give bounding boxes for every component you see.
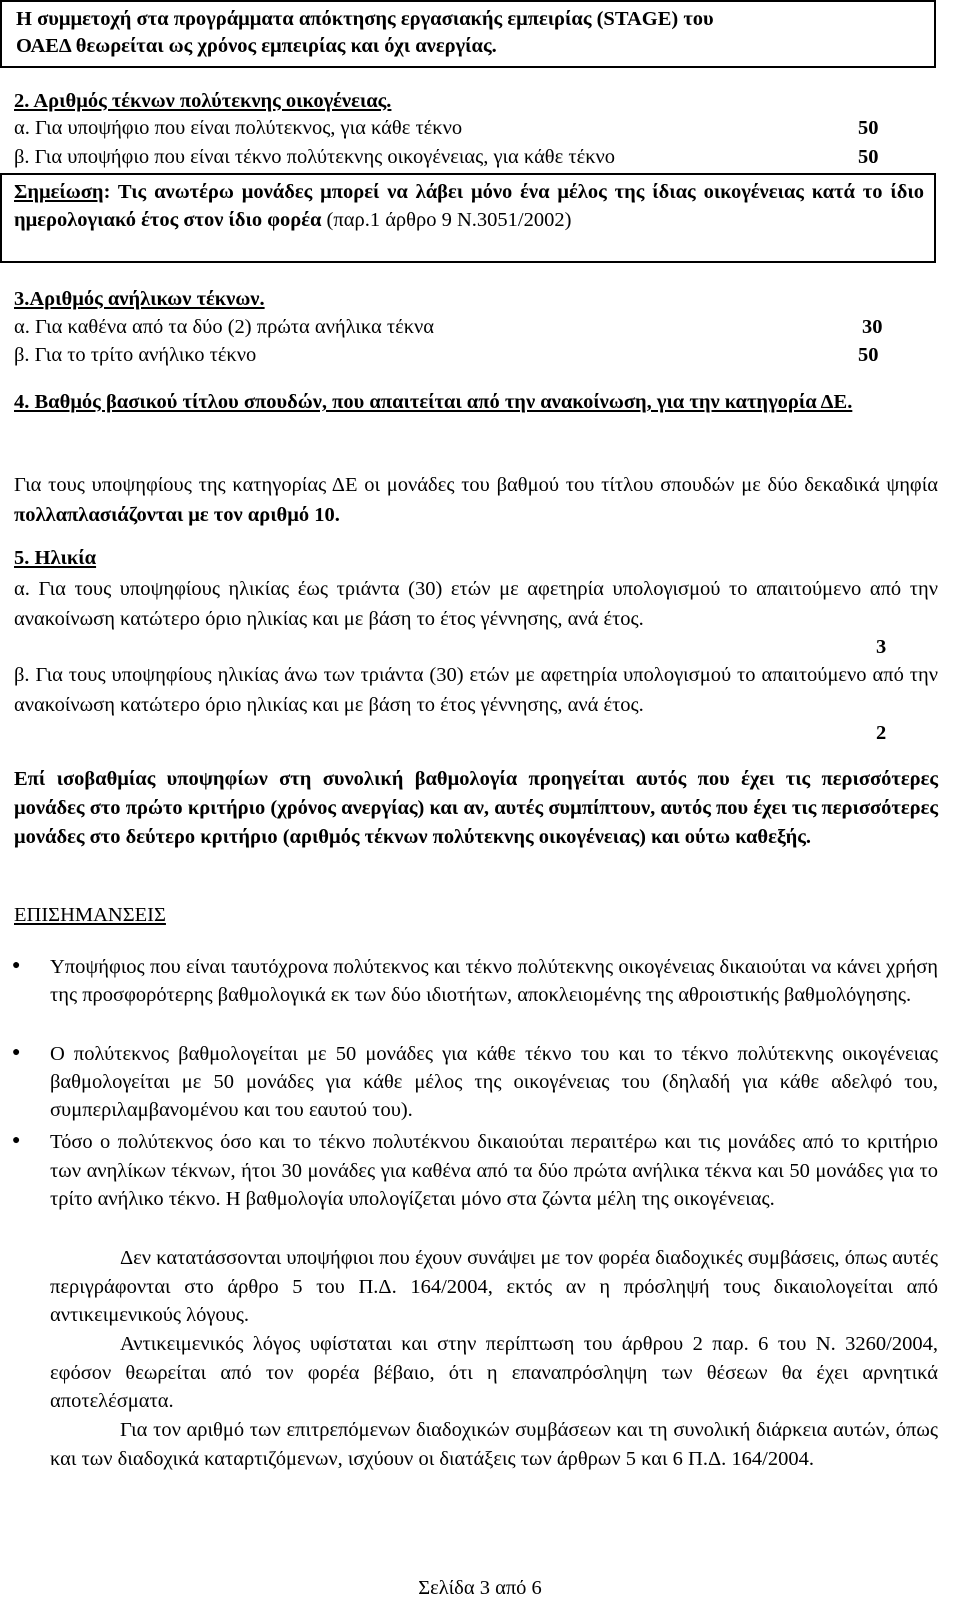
section2-item-a: α. Για υποψήφιο που είναι πολύτεκνος, για κάθε τέκνο (14, 117, 463, 139)
bullet-icon: ● (12, 1045, 21, 1060)
section5-item-b: β. Για τους υποψηφίους ηλικίας άνω των τριάντα (30) ετών με αφετηρία υπολογισμού το απαιτούμενο από την ανακοίνωση κατώτερο όριο ηλικίας και με βάση το έτος γέννησης, ανά έτος. (14, 664, 938, 716)
section2-heading: 2. Αριθμός τέκνων πολύτεκνης οικογένειας. (14, 90, 392, 112)
section5-item-b-points: 2 (876, 722, 887, 744)
section5-item-a-points: 3 (876, 636, 887, 658)
multichild-note-box (0, 173, 936, 263)
section2-item-b-points: 50 (858, 146, 879, 168)
stage-note-line2: ΟΑΕΔ θεωρείται ως χρόνος εμπειρίας και όχι ανεργίας. (16, 35, 497, 57)
contract-limits-paragraph: Για τον αριθμό των επιτρεπόμενων διαδοχικών συμβάσεων και τη συνολική διάρκεια αυτών, όπως και των διαδοχικά καταρτιζόμενων, ισχύουν οι διατάξεις των άρθρων 5 και 6 Π.Δ. 164/2004. (50, 1419, 938, 1470)
bullet-icon: ● (12, 1133, 21, 1148)
note-label: Σημείωση (14, 181, 104, 203)
multichild-note-text: Σημείωση: Τις ανωτέρω μονάδες μπορεί να λάβει μόνο ένα μέλος της ίδιας οικογένειας κατά το ίδιο ημερολογιακό έτος στον ίδιο φορέα (παρ.1 άρθρο 9 Ν.3051/2002) (14, 181, 924, 231)
section5-heading: 5. Ηλικία (14, 547, 97, 569)
note-bold-text: Τις ανωτέρω μονάδες μπορεί να λάβει μόνο ένα μέλος της ίδιας οικογένειας κατά το ίδιο ημερολογιακό έτος στον ίδιο φορέα (14, 181, 924, 231)
section3-heading: 3.Αριθμός ανήλικων τέκνων. (14, 288, 265, 310)
note-item-text: Τόσο ο πολύτεκνος όσο και το τέκνο πολυτέκνου δικαιούται περαιτέρω και τις μονάδες από το κριτήριο των ανηλίκων τέκνων, ήτοι 30 μονάδες για καθένα από τα δύο πρώτα ανήλικα τέκνα και 50 μονάδες για το τρίτο ανήλικο τέκνο. Η βαθμολογία υπολογίζεται μόνο στα ζώντα μέλη της οικογένειας. (50, 1131, 938, 1210)
note-item-text: Ο πολύτεκνος βαθμολογείται με 50 μονάδες για κάθε τέκνο του και το τέκνο πολύτεκνης οικογένειας βαθμολογείται με 50 μονάδες για κάθε μέλος της οικογένειας του (δηλαδή για κάθε αδελφό του, συμπεριλαμβανομένου και του εαυτού του). (50, 1043, 938, 1121)
tie-breaking-rule: Επί ισοβαθμίας υποψηφίων στη συνολική βαθμολογία προηγείται αυτός που έχει τις περισσότερες μονάδες στο πρώτο κριτήριο (χρόνος ανεργίας) και αν, αυτές συμπίπτουν, αυτός που έχει τις περισσότερες μονάδες στο δεύτερο κριτήριο (αριθμός τέκνων πολύτεκνης οικογένειας) και ούτω καθεξής. (14, 768, 938, 848)
section3-item-b-points: 50 (858, 344, 879, 366)
notes-heading: ΕΠΙΣΗΜΑΝΣΕΙΣ (14, 904, 166, 926)
objective-reason-paragraph: Αντικειμενικός λόγος υφίσταται και στην περίπτωση του άρθρου 2 παρ. 6 του Ν. 3260/2004, εφόσον θεωρείται από τον φορέα βέβαιο, ότι η επαναπρόσληψη των θέσεων θα έχει αρνητικά αποτελέσματα. (50, 1333, 938, 1412)
successive-contracts-paragraph: Δεν κατατάσσονται υποψήφιοι που έχουν συνάψει με τον φορέα διαδοχικές συμβάσεις, όπως αυτές περιγράφονται στο άρθρο 5 του Π.Δ. 164/2004, εκτός αν η πρόσληψή τους δικαιολογείται από αντικειμενικούς λόγους. (50, 1247, 938, 1326)
note-reference: (παρ.1 άρθρο 9 Ν.3051/2002) (321, 209, 572, 231)
section3-item-b: β. Για το τρίτο ανήλικο τέκνο (14, 344, 257, 366)
page-number-footer: Σελίδα 3 από 6 (418, 1577, 542, 1599)
section4-heading: 4. Βαθμός βασικού τίτλου σπουδών, που απαιτείται από την ανακοίνωση, για την κατηγορία ΔΕ. (14, 391, 853, 413)
section3-item-a-points: 30 (862, 316, 883, 338)
section5-item-a: α. Για τους υποψηφίους ηλικίας έως τριάντα (30) ετών με αφετηρία υπολογισμού το απαιτούμενο από την ανακοίνωση κατώτερο όριο ηλικίας και με βάση το έτος γέννησης, ανά έτος. (14, 578, 938, 630)
section2-item-b: β. Για υποψήφιο που είναι τέκνο πολύτεκνης οικογένειας, για κάθε τέκνο (14, 146, 616, 168)
note-item-text: Υποψήφιος που είναι ταυτόχρονα πολύτεκνος και τέκνο πολύτεκνης οικογένειας δικαιούται να κάνει χρήση της προσφορότερης βαθμολογικά εκ των δύο ιδιοτήτων, αποκλειομένης της αθροιστικής βαθμολόγησης. (50, 956, 938, 1006)
section4-multiplier: πολλαπλασιάζονται με τον αριθμό 10. (14, 504, 340, 526)
section2-item-a-points: 50 (858, 117, 879, 139)
stage-note-line1: Η συμμετοχή στα προγράμματα απόκτησης εργασιακής εμπειρίας (STAGE) του (16, 8, 714, 30)
note-item (0, 1040, 960, 1126)
section3-item-a: α. Για καθένα από τα δύο (2) πρώτα ανήλικα τέκνα (14, 316, 435, 338)
note-item (0, 1128, 960, 1242)
section4-text: Για τους υποψηφίους της κατηγορίας ΔΕ οι μονάδες του βαθμού του τίτλου σπουδών με δύο δεκαδικά ψηφία πολλαπλασιάζονται με τον αριθμό 10. (14, 474, 938, 526)
note-item (0, 953, 960, 1033)
bullet-icon: ● (12, 958, 21, 973)
stage-note-box (0, 0, 936, 68)
